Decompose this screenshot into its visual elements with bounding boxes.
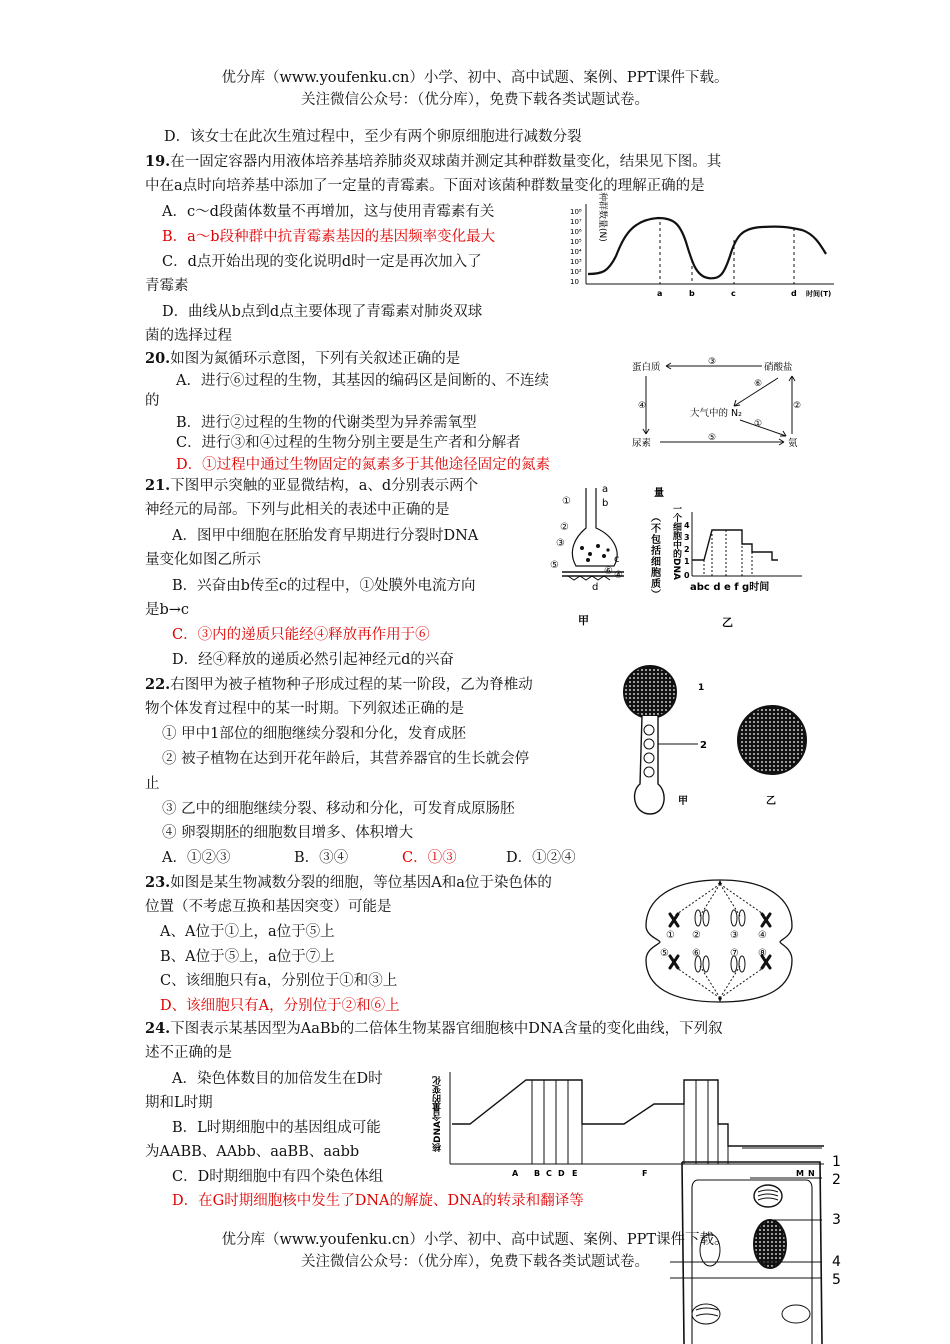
q23-option-b: B、A位于⑤上，a位于⑦上 <box>160 949 335 965</box>
q19-option-b-answer: B．a～b段种群中抗青霉素基因的基因频率变化最大 <box>162 229 496 245</box>
q23-chromosome-5: ⑤ <box>660 948 669 959</box>
q19-xtick-c: c <box>731 289 736 298</box>
q19-x-axis-label: 时间(T) <box>806 290 832 298</box>
q20-process-3: ③ <box>708 357 717 367</box>
q22-label-1: 1 <box>698 683 705 693</box>
q22-jia-embryo-head <box>624 666 676 718</box>
q20-nitrogen-cycle-figure <box>630 356 810 448</box>
q23-chromosome-7: ⑦ <box>730 948 739 959</box>
header-line1: 优分库（www.youfenku.cn）小学、初中、高中试题、案例、PPT课件下载。 <box>221 70 729 86</box>
q21-dna-chart-figure <box>648 482 812 632</box>
q21-ytick-2: 2 <box>684 545 690 554</box>
q21-ytick-0: 0 <box>684 571 690 580</box>
q24-stem-1: 24.下图表示某基因型为AaBb的二倍体生物某器官细胞核中DNA含量的变化曲线，下列叙 <box>145 1020 723 1037</box>
q23-chromosome-6: ⑥ <box>692 948 701 959</box>
q24-xtick: A <box>512 1169 519 1178</box>
q20-ammonia-label: 氨 <box>788 438 798 449</box>
q23-chromosome-8: ⑧ <box>758 948 767 959</box>
q21-y-label-3: 一个细胞中的DNA <box>671 504 681 580</box>
q22-yi-blastula <box>738 706 806 774</box>
q21-option-b-2: 是b→c <box>145 602 190 618</box>
q24-xtick: C <box>546 1169 552 1178</box>
q24-y-axis-label: 核DNA含量的变化 <box>433 1076 443 1152</box>
q24-xtick: N <box>808 1169 815 1178</box>
q21-x-ticks: abc d e f g时间 <box>690 582 770 593</box>
q19-option-c-1: C．d点开始出现的变化说明d时一定是再次加入了 <box>162 254 482 270</box>
q21-label-d: d <box>592 582 599 593</box>
q21-synapse-figure <box>548 482 638 632</box>
q20-option-b: B．进行②过程的生物的代谢类型为异养需氧型 <box>176 415 477 431</box>
q24-option-a-1: A．染色体数目的加倍发生在D时 <box>172 1071 383 1087</box>
q19-ytick: 10⁷ <box>570 218 582 226</box>
q24-option-b-2: 为AABB、AAbb、aaBB、aabb <box>145 1144 360 1160</box>
q21-stem-2: 神经元的局部。下列与此相关的表述中正确的是 <box>145 502 450 518</box>
q19-y-axis-label: 种群数量(N) <box>597 192 607 242</box>
q19-ytick: 10² <box>570 268 582 276</box>
q20-process-4: ④ <box>638 401 647 411</box>
q21-label-3: ③ <box>556 538 565 549</box>
q19-xtick-b: b <box>689 289 695 298</box>
q23-option-d-answer: D、该细胞只有A，分别位于②和⑥上 <box>160 998 400 1014</box>
q21-option-a-2: 量变化如图乙所示 <box>145 552 261 568</box>
q21-ytick-1: 1 <box>684 557 690 566</box>
q22-option-d: D．①②④ <box>506 850 576 866</box>
q24-xtick: D <box>558 1169 565 1178</box>
plant-cell-label-3: 3 <box>832 1212 841 1228</box>
footer-line2: 关注微信公众号：（优分库），免费下载各类试题试卷。 <box>301 1254 649 1270</box>
q20-urea-label: 尿素 <box>632 438 652 449</box>
q20-option-c: C．进行③和④过程的生物分别主要是生产者和分解者 <box>176 435 521 451</box>
q20-option-d-answer: D．①过程中通过生物固定的氮素多于其他途径固定的氮素 <box>176 457 551 473</box>
q22-option-c-answer: C．①③ <box>402 850 457 866</box>
q22-statement-1: ① 甲中1部位的细胞继续分裂和分化，发育成胚 <box>162 726 466 742</box>
q23-option-c: C、该细胞只有a，分别位于①和③上 <box>160 973 398 989</box>
q21-label-b: b <box>602 498 609 509</box>
q22-statement-3: ③ 乙中的细胞继续分裂、移动和分化，可发育成原肠胚 <box>162 801 515 817</box>
q24-xtick: M <box>796 1169 804 1178</box>
q20-option-a-1: A．进行⑥过程的生物，其基因的编码区是间断的、不连续 <box>176 373 549 389</box>
q23-chromosome-1: ① <box>666 930 675 941</box>
q22-statement-2a: ② 被子植物在达到开花年龄后，其营养器官的生长就会停 <box>162 751 530 767</box>
plant-cell-label-5: 5 <box>832 1272 841 1288</box>
q19-option-d-2: 菌的选择过程 <box>145 328 232 344</box>
plant-cell-label-4: 4 <box>832 1254 841 1270</box>
q18-option-d: D．该女士在此次生殖过程中，至少有两个卵原细胞进行减数分裂 <box>164 129 582 145</box>
q22-label-2: 2 <box>700 740 707 751</box>
q19-option-a: A．c～d段菌体数量不再增加，这与使用青霉素有关 <box>162 204 495 220</box>
q19-ytick: 10⁸ <box>570 208 582 216</box>
q23-chromosome-4: ④ <box>758 930 767 941</box>
footer-line1: 优分库（www.youfenku.cn）小学、初中、高中试题、案例、PPT课件下载。 <box>221 1232 729 1248</box>
q24-option-c: C．D时期细胞中有四个染色体组 <box>172 1169 384 1185</box>
q20-air-n2-label: 大气中的 N₂ <box>690 408 742 419</box>
q20-stem: 20.如图为氮循环示意图，下列有关叙述正确的是 <box>145 350 461 367</box>
q24-stem-2: 述不正确的是 <box>145 1045 232 1061</box>
q22-jia-caption: 甲 <box>678 796 688 807</box>
q19-ytick: 10³ <box>570 258 582 266</box>
q20-protein-label: 蛋白质 <box>632 362 661 373</box>
q24-xtick: E <box>572 1169 578 1178</box>
q19-ytick: 10 <box>570 278 579 286</box>
q20-process-2: ② <box>793 401 802 411</box>
q22-yi-caption: 乙 <box>766 796 776 807</box>
q24-option-b-1: B．L时期细胞中的基因组成可能 <box>172 1120 381 1136</box>
q21-yi-caption: 乙 <box>722 616 733 629</box>
q19-option-d-1: D．曲线从b点到d点主要体现了青霉素对肺炎双球 <box>162 304 483 320</box>
q19-ytick: 10⁶ <box>570 228 582 236</box>
q23-stem-1: 23.如图是某生物减数分裂的细胞，等位基因A和a位于染色体的 <box>145 874 552 891</box>
q21-label-1: ① <box>562 496 571 507</box>
q21-label-c: c <box>614 554 620 565</box>
q21-y-label-2: （不包括细胞质） <box>648 512 660 600</box>
plant-cell-label-1: 1 <box>832 1154 841 1170</box>
q19-population-curve-figure <box>562 192 872 300</box>
q21-label-a: a <box>602 484 609 495</box>
q21-option-b-1: B．兴奋由b传至c的过程中，①处膜外电流方向 <box>172 578 476 594</box>
q23-meiosis-cell-figure <box>640 876 798 1006</box>
q21-option-a-1: A．图甲中细胞在胚胎发育早期进行分裂时DNA <box>172 528 479 544</box>
q21-label-5: ⑤ <box>550 560 559 571</box>
q21-stem-1: 21.下图甲示突触的亚显微结构，a、d分别表示两个 <box>145 477 479 494</box>
q20-process-6: ⑥ <box>754 379 763 389</box>
q21-jia-caption: 甲 <box>578 614 589 627</box>
header-line2: 关注微信公众号：（优分库），免费下载各类试题试卷。 <box>301 92 649 108</box>
q21-y-label-1: 量 <box>654 488 664 499</box>
q22-stem-1: 22.右图甲为被子植物种子形成过程的某一阶段，乙为脊椎动 <box>145 676 533 693</box>
q20-process-1: ① <box>754 419 763 429</box>
q22-stem-2: 物个体发育过程中的某一时期。下列叙述正确的是 <box>145 701 464 717</box>
q19-stem-1: 19.在一固定容器内用液体培养基培养肺炎双球菌并测定其种群数量变化，结果见下图。其 <box>145 153 722 170</box>
q24-option-a-2: 期和L时期 <box>145 1095 213 1111</box>
q21-ytick-4: 4 <box>684 521 690 530</box>
q22-embryo-figure <box>612 664 832 824</box>
q22-option-b: B．③④ <box>294 850 349 866</box>
q24-xtick: F <box>642 1169 648 1178</box>
q23-option-a: A、A位于①上，a位于⑤上 <box>160 924 335 940</box>
q23-chromosome-3: ③ <box>730 930 739 941</box>
q21-label-2: ② <box>560 522 569 533</box>
q21-ytick-3: 3 <box>684 533 690 542</box>
q19-curve <box>588 218 826 278</box>
plant-cell-label-2: 2 <box>832 1172 841 1188</box>
q23-stem-2: 位置（不考虑互换和基因突变）可能是 <box>145 899 392 915</box>
q19-xtick-a: a <box>657 289 663 298</box>
q19-xtick-d: d <box>791 289 797 298</box>
q22-statement-4: ④ 卵裂期胚的细胞数目增多、体积增大 <box>162 825 414 841</box>
q19-stem-2: 中在a点时向培养基中添加了一定量的青霉素。下面对该菌种群数量变化的理解正确的是 <box>145 178 705 194</box>
q19-option-c-2: 青霉素 <box>145 278 189 294</box>
q24-xtick: B <box>534 1169 541 1178</box>
q20-option-a-2: 的 <box>145 393 160 409</box>
q20-process-5: ⑤ <box>708 433 717 443</box>
q24-option-d-answer: D．在G时期细胞核中发生了DNA的解旋、DNA的转录和翻译等 <box>172 1193 584 1209</box>
q21-option-d: D．经④释放的递质必然引起神经元d的兴奋 <box>172 652 454 668</box>
q22-option-a: A．①②③ <box>162 850 231 866</box>
q19-ytick: 10⁴ <box>570 248 582 256</box>
q21-option-c-answer: C．③内的递质只能经④释放再作用于⑥ <box>172 627 430 643</box>
q19-ytick: 10⁵ <box>570 238 582 246</box>
q23-chromosome-2: ② <box>692 930 701 941</box>
q22-statement-2b: 止 <box>145 776 160 792</box>
q20-nitrate-label: 硝酸盐 <box>764 362 793 373</box>
